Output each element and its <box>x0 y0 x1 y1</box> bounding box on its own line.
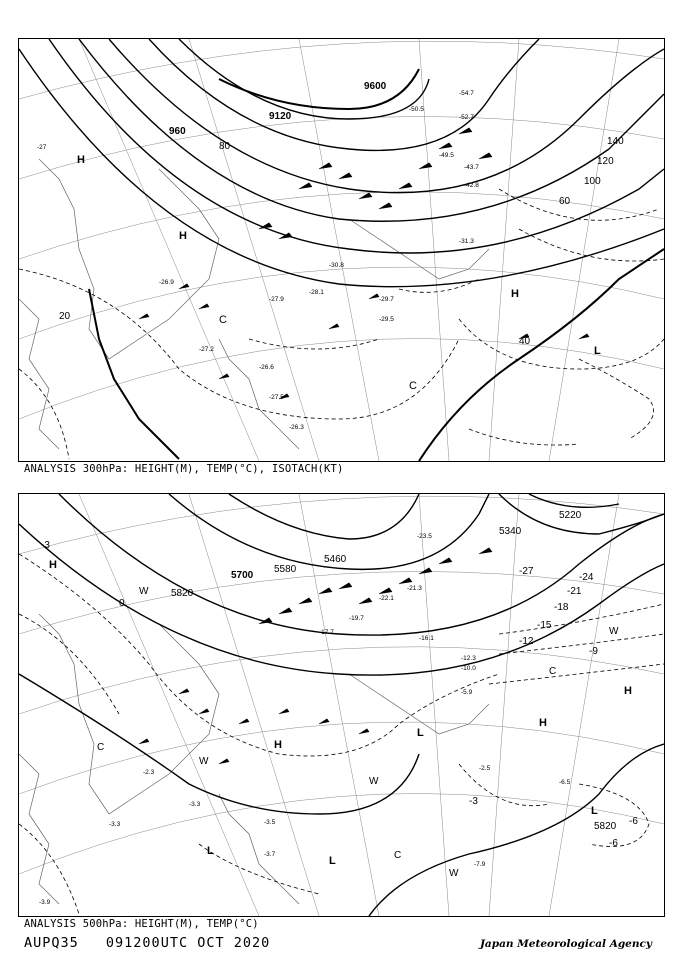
isotach-label: 120 <box>597 156 614 167</box>
low-pressure-mark: L <box>417 727 424 739</box>
svg-text:-2.5: -2.5 <box>479 765 491 772</box>
svg-text:-3.3: -3.3 <box>189 801 201 808</box>
svg-text:-24: -24 <box>579 572 594 583</box>
height-label: 9600 <box>364 81 387 92</box>
high-pressure-mark: H <box>49 559 57 571</box>
chart-code: AUPQ35 <box>24 935 79 951</box>
cold-center-mark: C <box>219 314 227 326</box>
svg-text:-10.0: -10.0 <box>461 665 476 672</box>
high-pressure-mark: H <box>511 288 519 300</box>
svg-text:-12.3: -12.3 <box>461 655 476 662</box>
map-500hpa-chart <box>19 494 664 916</box>
svg-text:-50.5: -50.5 <box>409 106 424 113</box>
isotach-label: 40 <box>519 336 531 347</box>
height-contours <box>19 39 664 287</box>
svg-text:-17.7: -17.7 <box>319 629 334 636</box>
svg-text:-30.8: -30.8 <box>329 262 344 269</box>
svg-text:-42.8: -42.8 <box>464 182 479 189</box>
warm-center-mark: W <box>609 626 619 637</box>
low-pressure-mark: L <box>329 855 336 867</box>
svg-text:-27.2: -27.2 <box>199 346 214 353</box>
cold-center-mark: C <box>549 666 557 677</box>
svg-text:-27: -27 <box>37 144 47 151</box>
svg-text:-7.9: -7.9 <box>474 861 486 868</box>
svg-text:-3: -3 <box>469 796 478 807</box>
svg-text:-29.7: -29.7 <box>379 296 394 303</box>
svg-text:-21: -21 <box>567 586 582 597</box>
isotach-label: 60 <box>559 196 571 207</box>
cold-center-mark: C <box>97 742 105 753</box>
svg-text:-26.9: -26.9 <box>159 279 174 286</box>
svg-text:-16.1: -16.1 <box>419 635 434 642</box>
svg-text:-3: -3 <box>41 540 50 551</box>
isotach-label: 140 <box>607 136 624 147</box>
svg-text:-43.7: -43.7 <box>464 164 479 171</box>
cold-center-mark: C <box>409 380 417 392</box>
svg-text:-27.5: -27.5 <box>269 394 284 401</box>
svg-text:-9: -9 <box>589 646 598 657</box>
svg-text:-31.3: -31.3 <box>459 238 474 245</box>
svg-text:-12: -12 <box>519 636 534 647</box>
svg-text:-52.7: -52.7 <box>459 114 474 121</box>
agency-name: Japan Meteorological Agency <box>479 938 652 950</box>
height-label: 5580 <box>274 564 297 575</box>
high-pressure-mark: H <box>624 685 632 697</box>
map-300hpa-chart <box>19 39 664 461</box>
low-pressure-mark: L <box>594 345 601 357</box>
warm-center-mark: W <box>449 868 459 879</box>
svg-text:-3.3: -3.3 <box>109 821 121 828</box>
high-pressure-mark: H <box>179 230 187 242</box>
height-label: 9120 <box>269 111 292 122</box>
height-label: 5340 <box>499 526 522 537</box>
temperature-plots <box>39 533 571 906</box>
svg-text:-26.3: -26.3 <box>289 424 304 431</box>
svg-text:-6.5: -6.5 <box>559 779 571 786</box>
graticule <box>19 39 664 461</box>
height-label: 5820 <box>594 821 617 832</box>
height-label: 5820 <box>171 588 194 599</box>
svg-text:-54.7: -54.7 <box>459 90 474 97</box>
svg-text:-3.9: -3.9 <box>39 899 51 906</box>
svg-text:-49.5: -49.5 <box>439 152 454 159</box>
svg-text:-22.1: -22.1 <box>379 595 394 602</box>
svg-text:-21.3: -21.3 <box>407 585 422 592</box>
svg-text:0: 0 <box>119 598 125 609</box>
svg-text:-6: -6 <box>609 838 618 849</box>
height-label: 5460 <box>324 554 347 565</box>
cold-center-mark: C <box>394 850 402 861</box>
isotach-label: 100 <box>584 176 601 187</box>
map-500hpa <box>18 493 665 917</box>
svg-text:-27.9: -27.9 <box>269 296 284 303</box>
svg-text:-27: -27 <box>519 566 534 577</box>
isotach-label: 80 <box>219 141 231 152</box>
warm-center-mark: W <box>199 756 209 767</box>
height-label: 5220 <box>559 510 582 521</box>
low-pressure-mark: L <box>591 805 598 817</box>
svg-text:-26.6: -26.6 <box>259 364 274 371</box>
high-pressure-mark: H <box>77 154 85 166</box>
low-pressure-mark: L <box>207 845 214 857</box>
svg-text:-5.9: -5.9 <box>461 689 473 696</box>
svg-text:-3.5: -3.5 <box>264 819 276 826</box>
chart-identifier <box>24 935 288 951</box>
svg-text:-18: -18 <box>554 602 569 613</box>
high-pressure-mark: H <box>539 717 547 729</box>
height-label: 960 <box>169 126 186 137</box>
warm-center-mark: W <box>139 586 149 597</box>
svg-text:-28.1: -28.1 <box>309 289 324 296</box>
svg-text:-19.7: -19.7 <box>349 615 364 622</box>
svg-text:-15: -15 <box>537 620 552 631</box>
svg-text:-23.5: -23.5 <box>417 533 432 540</box>
height-label: 5700 <box>231 570 254 581</box>
svg-text:-2.3: -2.3 <box>143 769 155 776</box>
chart-timestamp: 091200UTC OCT 2020 <box>105 935 271 951</box>
isotach-label: 20 <box>59 311 71 322</box>
map-300hpa <box>18 38 665 462</box>
svg-text:-6: -6 <box>629 816 638 827</box>
svg-text:-3.7: -3.7 <box>264 851 276 858</box>
high-pressure-mark: H <box>274 739 282 751</box>
caption-300hpa: ANALYSIS 300hPa: HEIGHT(M), TEMP(°C), ISOTACH(KT) <box>24 463 344 475</box>
temperature-contour-labels <box>41 540 638 849</box>
svg-text:-29.5: -29.5 <box>379 316 394 323</box>
caption-500hpa: ANALYSIS 500hPa: HEIGHT(M), TEMP(°C) <box>24 918 259 930</box>
warm-center-mark: W <box>369 776 379 787</box>
